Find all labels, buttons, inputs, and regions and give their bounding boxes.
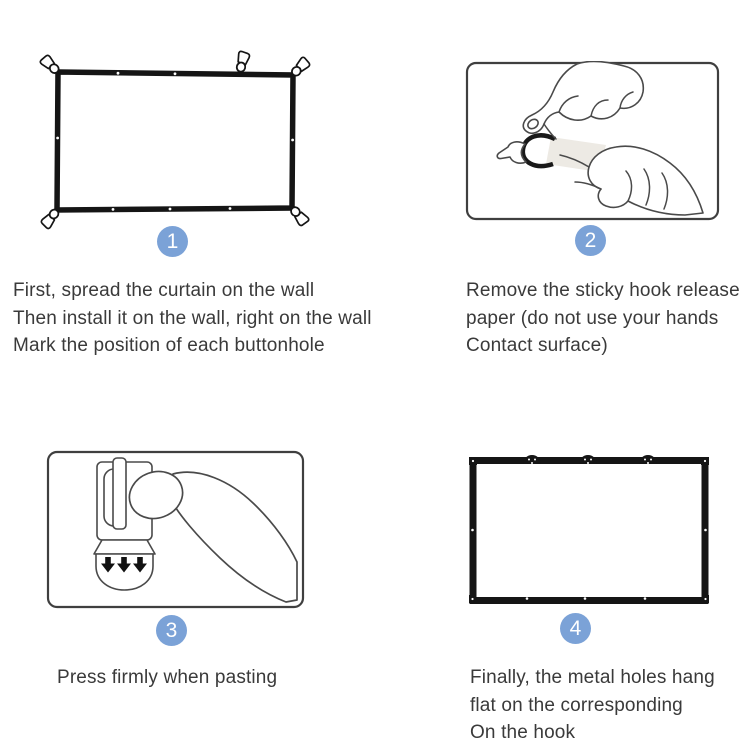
step-1-badge: 1 [157, 226, 188, 257]
hook-icon [288, 204, 309, 226]
hook-icon [234, 51, 250, 73]
step-4-text-line-3: On the hook [470, 722, 576, 743]
step-2-text [466, 277, 740, 360]
hook-icon [39, 54, 61, 76]
step-1-text-line-1: First, spread the curtain on the wall [13, 280, 315, 301]
step-1-text-line-3: Mark the position of each buttonhole [13, 335, 325, 356]
step-2-badge: 2 [575, 225, 606, 256]
step-4-text [470, 664, 715, 747]
step4-illustration-screen-on-hooks [468, 454, 710, 606]
screen-frame [473, 461, 705, 601]
step-4-text-line-1: Finally, the metal holes hang [470, 667, 715, 688]
step-1-text [13, 277, 372, 360]
step-2-text-line-1: Remove the sticky hook release [466, 280, 740, 301]
press-arrows-icon [101, 557, 147, 573]
step2-illustration-peel-release-paper [465, 61, 721, 221]
step-3-text-line-1: Press firmly when pasting [57, 667, 278, 688]
hook-icon [289, 56, 311, 78]
step-1-text-line-2: Then install it on the wall, right on the wall [13, 307, 372, 329]
step-3-badge: 3 [156, 615, 187, 646]
step1-illustration-screen-frame [22, 48, 342, 233]
step-2-text-line-2: paper (do not use your hands [466, 307, 719, 329]
step-4-badge: 4 [560, 613, 591, 644]
step-2-text-line-3: Contact surface) [466, 335, 608, 356]
screen-frame [57, 72, 293, 210]
step3-illustration-press-hook [46, 450, 306, 610]
hook-icon [40, 207, 61, 229]
step-4-text-line-2: flat on the corresponding [470, 694, 683, 716]
step-3-text [57, 664, 277, 692]
